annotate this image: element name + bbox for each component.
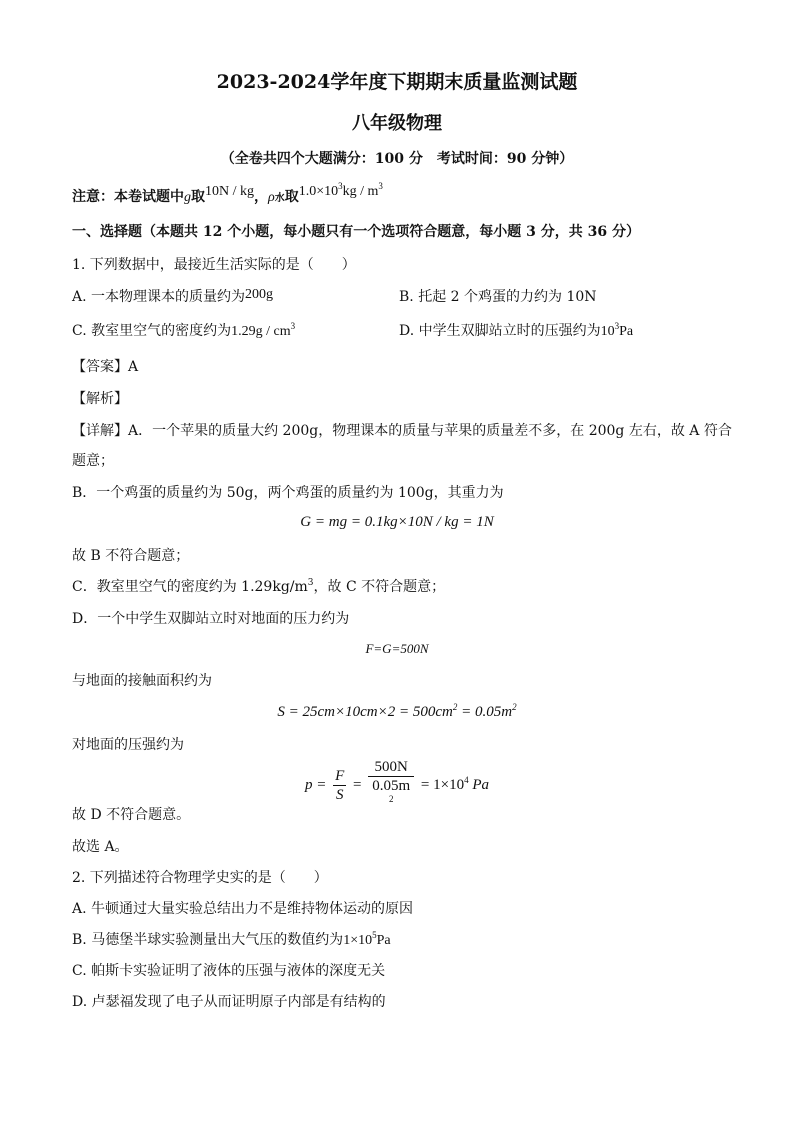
equation-force: F=G=500N	[365, 641, 429, 656]
q2-stem: 2. 下列描述符合物理学史实的是（ ）	[72, 870, 328, 886]
page-subtitle: 八年级物理	[352, 113, 442, 134]
q1-option-c: C. 教室里空气的密度约为$1.29g / cm^3$	[72, 321, 296, 339]
note-qu-2: 取	[284, 189, 299, 205]
q1-stem: 1. 下列数据中，最接近生活实际的是（ ）	[72, 257, 356, 273]
q1-detail-b: B．一个鸡蛋的质量约为 50g，两个鸡蛋的质量约为 100g，其重力为	[72, 485, 504, 501]
note-comma: ，	[254, 189, 268, 205]
rho-value: $1.0\times 10^3kg / m^3$	[298, 181, 383, 199]
q1-option-b: B. 托起 2 个鸡蛋的力约为 10N	[399, 289, 597, 305]
q1-option-d: D. 中学生双脚站立时的压强约为$10^3Pa$	[399, 321, 634, 339]
q1-d-conclusion: 故 D 不符合题意。	[72, 807, 191, 823]
q1-pressure-text: 对地面的压强约为	[72, 737, 184, 753]
equation-area: $S = 25cm\times 10cm\times 2 = 500cm^2 = 0.05m^2$	[277, 702, 517, 720]
exam-note	[72, 181, 383, 208]
note-qu-1: 取	[191, 189, 205, 205]
g-value: 10N / kg	[205, 184, 254, 199]
q1-final-answer: 故选 A。	[72, 839, 129, 855]
q1-b-conclusion: 故 B 不符合题意；	[72, 548, 190, 564]
q2-option-d: D. 卢瑟福发现了电子从而证明原子内部是有结构的	[72, 994, 386, 1010]
rho-symbol: ρ	[268, 190, 275, 205]
equation-gravity: G = mg = 0.1kg×10N / kg = 1N	[300, 514, 494, 530]
exam-info: （全卷共四个大题满分：100 分 考试时间：90 分钟）	[220, 151, 574, 167]
q1-detail-d: D．一个中学生双脚站立时对地面的压力约为	[72, 611, 350, 627]
q1-detail-a-line-2: 题意；	[72, 453, 114, 469]
section-heading: 一、选择题（本题共 12 个小题，每小题只有一个选项符合题意，每小题 3 分，共 36 分）	[72, 224, 640, 240]
q1-option-a: A. 一本物理课本的质量约为200g	[72, 287, 274, 305]
q1-detail-a-line-1: 【详解】A．一个苹果的质量大约 200g，物理课本的质量与苹果的质量差不多，在 200g 左右，故 A 符合	[72, 423, 732, 439]
note-prefix: 注意：本卷试题中	[72, 189, 184, 205]
page-title: 2023-2024学年度下期期末质量监测试题	[216, 71, 578, 93]
q1-contact-area-text: 与地面的接触面积约为	[72, 673, 212, 689]
fraction-value: 500N 0.05m $^2$	[368, 758, 414, 813]
q1-analysis-label: 【解析】	[72, 391, 128, 407]
q1-detail-c: C．教室里空气的密度约为 $1.29kg/m^3$，故 C 不符合题意；	[72, 578, 446, 595]
fraction-f-over-s: $\frac{F}{S}$	[335, 768, 345, 803]
q2-option-c: C. 帕斯卡实验证明了液体的压强与液体的深度无关	[72, 963, 386, 979]
q2-option-a: A. 牛顿通过大量实验总结出力不是维持物体运动的原因	[72, 901, 414, 917]
q1-answer: 【答案】A	[72, 359, 139, 375]
g-symbol: g	[184, 190, 191, 205]
rho-subscript: 水	[274, 193, 285, 204]
equation-pressure: p = $\frac{F}{S}$ = 500N 0.05m $^2$ = $1\times 10^4$ Pa	[0, 758, 794, 813]
q2-option-b: B. 马德堡半球实验测量出大气压的数值约为$1\times 10^5Pa$	[72, 930, 391, 948]
